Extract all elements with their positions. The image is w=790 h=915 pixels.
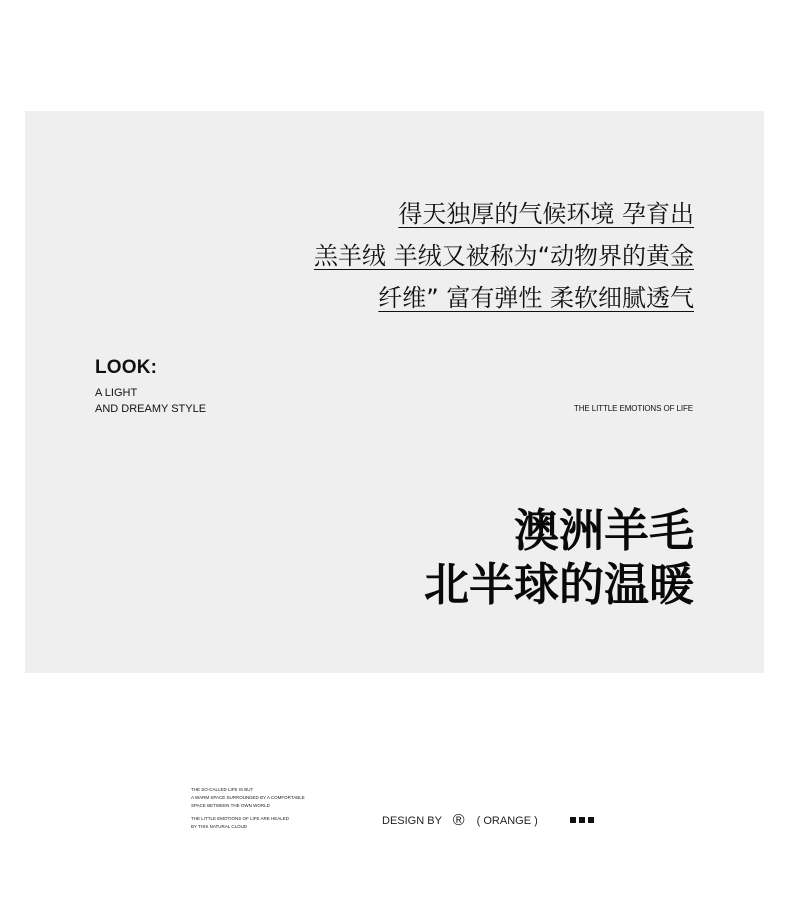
square-dot-icon: [588, 817, 594, 823]
look-title: LOOK:: [95, 357, 158, 378]
footer-copy-line: BY THIS NATURAL CLOUD: [191, 824, 248, 829]
footer-copy-line: A WARM SPACE SURROUNDED BY A COMFORTABLE: [191, 795, 305, 800]
headline-line-1: 澳洲羊毛: [513, 504, 694, 558]
look-subtitle-line: A LIGHT: [95, 387, 138, 399]
footer-copy-block: [191, 815, 341, 831]
brand-name: ( ORANGE ): [476, 815, 538, 827]
footer-small-copy: [191, 786, 341, 836]
footer-copy-line: THE LITTLE EMOTIONS OF LIFE ARE HEALED: [191, 816, 290, 821]
design-by-label: DESIGN BY: [382, 815, 442, 827]
footer-copy-block: [191, 786, 341, 810]
design-credit: [382, 813, 538, 829]
main-headline: [364, 504, 694, 612]
square-dot-icon: [579, 817, 585, 823]
three-square-dots-icon: [570, 817, 594, 823]
headline-line-2: 北半球的温暖: [423, 558, 694, 612]
look-style-label: [95, 357, 275, 417]
intro-line: 纤维” 富有弹性 柔软细腻透气: [378, 284, 694, 312]
look-subtitle: [95, 385, 275, 417]
footer-copy-line: SPACE BETWEEN THE OWN WORLD: [191, 803, 270, 808]
intro-line: 羔羊绒 羊绒又被称为“动物界的黄金: [313, 242, 694, 270]
underlined-intro-copy: [264, 193, 694, 319]
gray-content-panel: [25, 111, 764, 673]
look-subtitle-line: AND DREAMY STYLE: [95, 403, 207, 415]
square-dot-icon: [570, 817, 576, 823]
intro-line: 得天独厚的气候环境 孕育出: [398, 200, 694, 228]
registered-mark-icon: ®: [452, 812, 465, 829]
emotion-label: THE LITTLE EMOTIONS OF LIFE: [573, 404, 693, 413]
footer-copy-line: THE SO-CALLED LIFE IS BUT: [191, 787, 254, 792]
